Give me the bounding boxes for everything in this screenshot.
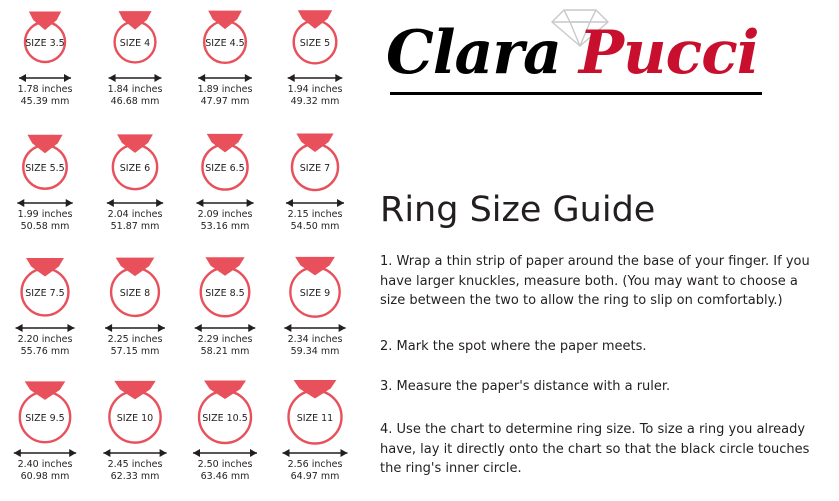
guide-step-4: 4. Use the chart to determine ring size. To size a ring you already have, lay it directly onto the chart so that the black circle touches the ring's inner circle. [380, 422, 810, 476]
ring-mm-value: 57.15 mm [110, 345, 160, 357]
measurement-arrow-icon [180, 72, 270, 84]
ring-mm-value: 64.97 mm [290, 470, 340, 482]
measurement-arrow-icon [0, 322, 90, 334]
ring-size-label: SIZE 4 [119, 38, 151, 49]
measurement-arrow-icon [270, 197, 360, 209]
ring-inches-value: 2.56 inches [287, 459, 343, 470]
guide-step-2: 2. Mark the spot where the paper meets. [380, 339, 647, 354]
ring-size-cell [0, 125, 90, 246]
ring-illustration [90, 375, 180, 447]
ring-illustration [90, 250, 180, 322]
ring-illustration [90, 125, 180, 197]
ring-inches-value: 2.04 inches [107, 209, 163, 220]
measurement-arrow-icon [90, 447, 180, 459]
ring-size-cell [270, 125, 360, 246]
ring-size-cell [0, 0, 90, 121]
ring-size-cell [90, 250, 180, 371]
ring-inches-value: 1.78 inches [17, 84, 73, 95]
ring-size-cell [0, 375, 90, 496]
ring-mm-value: 50.58 mm [20, 220, 70, 232]
ring-mm-value: 58.21 mm [200, 345, 250, 357]
ring-illustration [180, 125, 270, 197]
brand-logo [380, 4, 780, 100]
ring-size-cell [90, 0, 180, 121]
ring-size-cell [270, 375, 360, 496]
ring-mm-value: 47.97 mm [200, 95, 250, 107]
ring-inches-value: 2.25 inches [107, 334, 163, 345]
guide-step-1: 1. Wrap a thin strip of paper around the base of your finger. If you have larger knuckles, measure both. (You may want to choose a size between the two to allow the ring to slip on comfortably.) [380, 254, 810, 308]
ring-illustration [270, 125, 360, 197]
ring-size-cell [180, 250, 270, 371]
measurement-arrow-icon [270, 322, 360, 334]
ring-inches-value: 1.94 inches [287, 84, 343, 95]
ring-size-label: SIZE 10.5 [202, 413, 248, 424]
page-title: Ring Size Guide [380, 190, 656, 230]
ring-inches-value: 2.50 inches [197, 459, 253, 470]
measurement-arrow-icon [180, 447, 270, 459]
measurement-arrow-icon [270, 447, 360, 459]
ring-size-cell [270, 250, 360, 371]
measurement-arrow-icon [90, 72, 180, 84]
chart-row [0, 375, 362, 496]
chart-row [0, 250, 362, 371]
ring-size-cell [90, 375, 180, 496]
ring-mm-value: 59.34 mm [290, 345, 340, 357]
ring-size-label: SIZE 9 [299, 288, 331, 299]
measurement-arrow-icon [90, 197, 180, 209]
ring-size-cell [180, 375, 270, 496]
ring-inches-value: 2.45 inches [107, 459, 163, 470]
ring-size-cell [270, 0, 360, 121]
ring-mm-value: 55.76 mm [20, 345, 70, 357]
ring-illustration [270, 375, 360, 447]
ring-illustration [90, 0, 180, 72]
ring-mm-value: 45.39 mm [20, 95, 70, 107]
ring-illustration [0, 0, 90, 72]
ring-mm-value: 49.32 mm [290, 95, 340, 107]
ring-mm-value: 53.16 mm [200, 220, 250, 232]
ring-size-chart [0, 0, 362, 501]
ring-size-label: SIZE 7 [299, 163, 331, 174]
ring-inches-value: 2.15 inches [287, 209, 343, 220]
ring-size-label: SIZE 8.5 [205, 288, 245, 299]
ring-size-cell [90, 125, 180, 246]
measurement-arrow-icon [90, 322, 180, 334]
ring-inches-value: 1.84 inches [107, 84, 163, 95]
right-panel [372, 0, 839, 501]
guide-step-3: 3. Measure the paper's distance with a ruler. [380, 379, 671, 394]
ring-size-label: SIZE 3.5 [25, 38, 65, 49]
ring-illustration [180, 250, 270, 322]
ring-size-label: SIZE 7.5 [25, 288, 65, 299]
ring-mm-value: 46.68 mm [110, 95, 160, 107]
ring-size-label: SIZE 11 [296, 413, 334, 424]
measurement-arrow-icon [0, 72, 90, 84]
ring-illustration [270, 250, 360, 322]
ring-illustration [0, 125, 90, 197]
ring-illustration [180, 0, 270, 72]
brand-name-first: Clara [386, 18, 561, 88]
measurement-arrow-icon [270, 72, 360, 84]
ring-illustration [270, 0, 360, 72]
ring-mm-value: 62.33 mm [110, 470, 160, 482]
measurement-arrow-icon [0, 197, 90, 209]
ring-size-label: SIZE 5 [299, 38, 331, 49]
ring-inches-value: 2.29 inches [197, 334, 253, 345]
ring-illustration [0, 250, 90, 322]
ring-size-label: SIZE 4.5 [205, 38, 245, 49]
ring-illustration [180, 375, 270, 447]
ring-mm-value: 63.46 mm [200, 470, 250, 482]
chart-row [0, 0, 362, 121]
ring-inches-value: 1.99 inches [17, 209, 73, 220]
ring-size-label: SIZE 9.5 [25, 413, 65, 424]
brand-underline [390, 92, 762, 95]
ring-inches-value: 2.40 inches [17, 459, 73, 470]
ring-illustration [0, 375, 90, 447]
ring-mm-value: 60.98 mm [20, 470, 70, 482]
measurement-arrow-icon [0, 447, 90, 459]
ring-size-cell [180, 125, 270, 246]
ring-size-label: SIZE 6.5 [205, 163, 245, 174]
ring-size-label: SIZE 5.5 [25, 163, 65, 174]
ring-size-cell [180, 0, 270, 121]
measurement-arrow-icon [180, 197, 270, 209]
ring-inches-value: 1.89 inches [197, 84, 253, 95]
chart-row [0, 125, 362, 246]
brand-name-second: Pucci [578, 18, 759, 88]
ring-inches-value: 2.09 inches [197, 209, 253, 220]
ring-inches-value: 2.34 inches [287, 334, 343, 345]
ring-size-label: SIZE 8 [119, 288, 151, 299]
measurement-arrow-icon [180, 322, 270, 334]
ring-size-label: SIZE 6 [119, 163, 151, 174]
ring-size-cell [0, 250, 90, 371]
ring-size-label: SIZE 10 [116, 413, 154, 424]
ring-mm-value: 51.87 mm [110, 220, 160, 232]
ring-mm-value: 54.50 mm [290, 220, 340, 232]
ring-inches-value: 2.20 inches [17, 334, 73, 345]
